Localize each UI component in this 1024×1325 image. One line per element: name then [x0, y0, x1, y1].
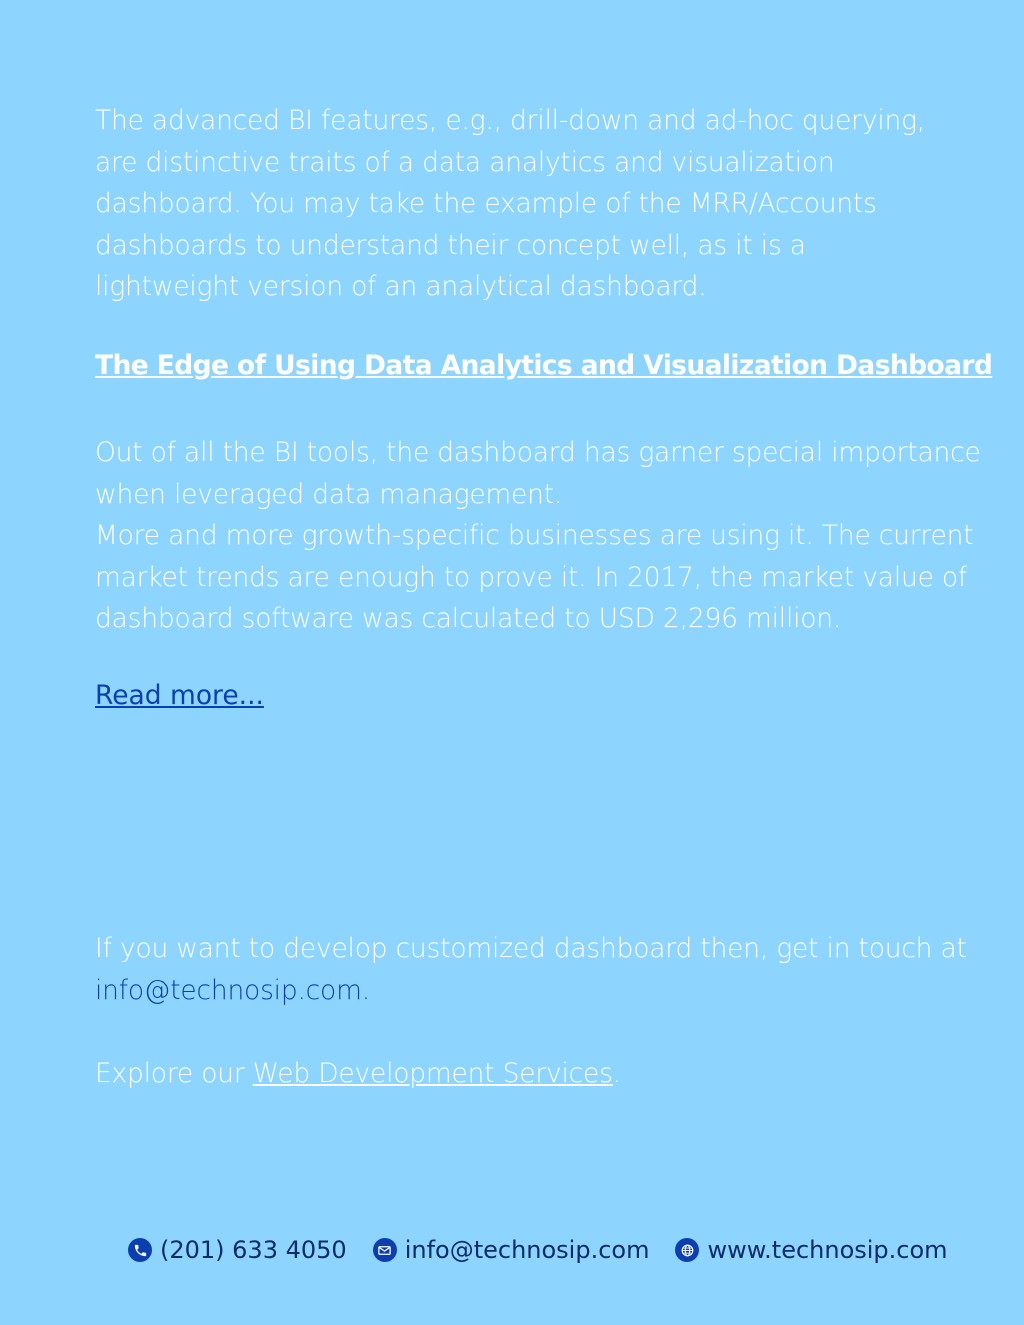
contact-footer — [128, 1232, 974, 1268]
intro-line: dashboard. You may take the example of the MRR/Accounts — [95, 188, 877, 219]
explore-period: . — [612, 1058, 621, 1089]
footer-phone-text: (201) 633 4050 — [160, 1236, 347, 1264]
body-line: market trends are enough to prove it. In 2017, the market value of — [95, 561, 968, 593]
mail-icon — [373, 1238, 397, 1262]
cta-email-link[interactable]: info@technosip.com — [95, 974, 362, 1006]
phone-icon — [128, 1238, 152, 1262]
footer-email[interactable] — [373, 1236, 650, 1264]
cta-period: . — [361, 974, 370, 1006]
footer-phone[interactable] — [128, 1236, 347, 1264]
contact-cta-paragraph — [95, 928, 967, 1011]
intro-line: dashboards to understand their concept well, as it is a — [95, 229, 806, 261]
explore-paragraph — [95, 1053, 621, 1095]
body-line: when leveraged data management. — [95, 478, 563, 510]
body-line: dashboard software was calculated to USD 2,296 million. — [95, 603, 842, 634]
intro-line: lightweight version of an analytical dashboard. — [95, 271, 707, 302]
section-heading: The Edge of Using Data Analytics and Visualization Dashboard — [95, 350, 993, 381]
globe-icon — [675, 1238, 699, 1262]
web-development-services-link[interactable]: Web Development Services — [252, 1058, 613, 1089]
footer-email-text: info@technosip.com — [404, 1236, 650, 1264]
footer-website-text: www.technosip.com — [707, 1236, 948, 1264]
footer-website[interactable] — [675, 1236, 947, 1264]
intro-paragraph — [95, 100, 935, 308]
explore-prefix: Explore our — [95, 1058, 253, 1089]
body-line: Out of all the BI tools, the dashboard has garner special importance — [95, 437, 981, 468]
body-paragraph — [95, 432, 981, 640]
intro-line: are distinctive traits of a data analytics and visualization — [95, 146, 835, 178]
read-more-link[interactable]: Read more... — [95, 680, 264, 711]
contact-cta-text: If you want to develop customized dashboard then, get in touch at — [95, 933, 967, 964]
intro-line: The advanced BI features, e.g., drill-down and ad-hoc querying, — [95, 105, 926, 136]
body-line: More and more growth-specific businesses are using it. The current — [95, 520, 974, 551]
